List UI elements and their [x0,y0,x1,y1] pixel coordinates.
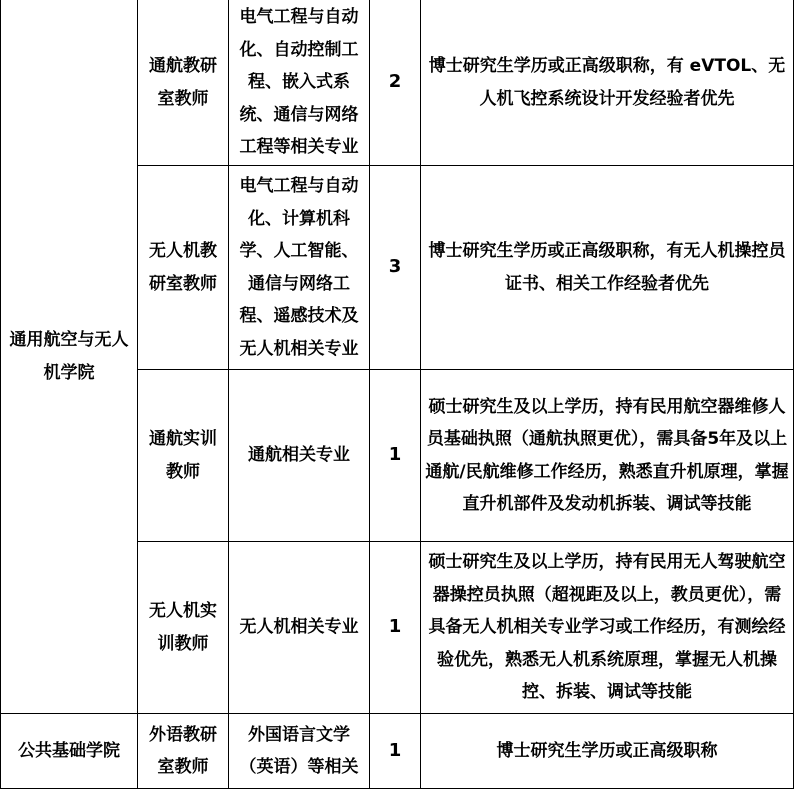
position-cell: 通航教研室教师 [138,0,229,166]
count-cell: 1 [370,714,421,789]
college-cell: 通用航空与无人机学院 [1,0,138,714]
table-row [1,714,794,789]
major-cell: 电气工程与自动化、自动控制工程、嵌入式系统、通信与网络工程等相关专业 [229,0,370,166]
count-cell: 3 [370,166,421,370]
count-cell: 1 [370,542,421,714]
major-cell: 通航相关专业 [229,370,370,542]
position-cell: 无人机实训教师 [138,542,229,714]
requirement-cell: 博士研究生学历或正高级职称，有无人机操控员证书、相关工作经验者优先 [421,166,794,370]
count-cell: 1 [370,370,421,542]
position-cell: 外语教研室教师 [138,714,229,789]
college-cell: 公共基础学院 [1,714,138,789]
requirement-cell: 博士研究生学历或正高级职称，有 eVTOL、无人机飞控系统设计开发经验者优先 [421,0,794,166]
major-cell: 外国语言文学（英语）等相关 [229,714,370,789]
requirement-cell: 硕士研究生及以上学历，持有民用航空器维修人员基础执照（通航执照更优），需具备5年及以上通航/民航维修工作经历，熟悉直升机原理，掌握直升机部件及发动机拆装、调试等技能 [421,370,794,542]
count-cell: 2 [370,0,421,166]
table-row [1,0,794,166]
major-cell: 电气工程与自动化、计算机科学、人工智能、通信与网络工程、遥感技术及无人机相关专业 [229,166,370,370]
position-cell: 通航实训教师 [138,370,229,542]
position-cell: 无人机教研室教师 [138,166,229,370]
major-cell: 无人机相关专业 [229,542,370,714]
requirement-cell: 硕士研究生及以上学历，持有民用无人驾驶航空器操控员执照（超视距及以上，教员更优），需具备无人机相关专业学习或工作经历，有测绘经验优先，熟悉无人机系统原理，掌握无人机操控、拆装、调试等技能 [421,542,794,714]
requirement-cell: 博士研究生学历或正高级职称 [421,714,794,789]
